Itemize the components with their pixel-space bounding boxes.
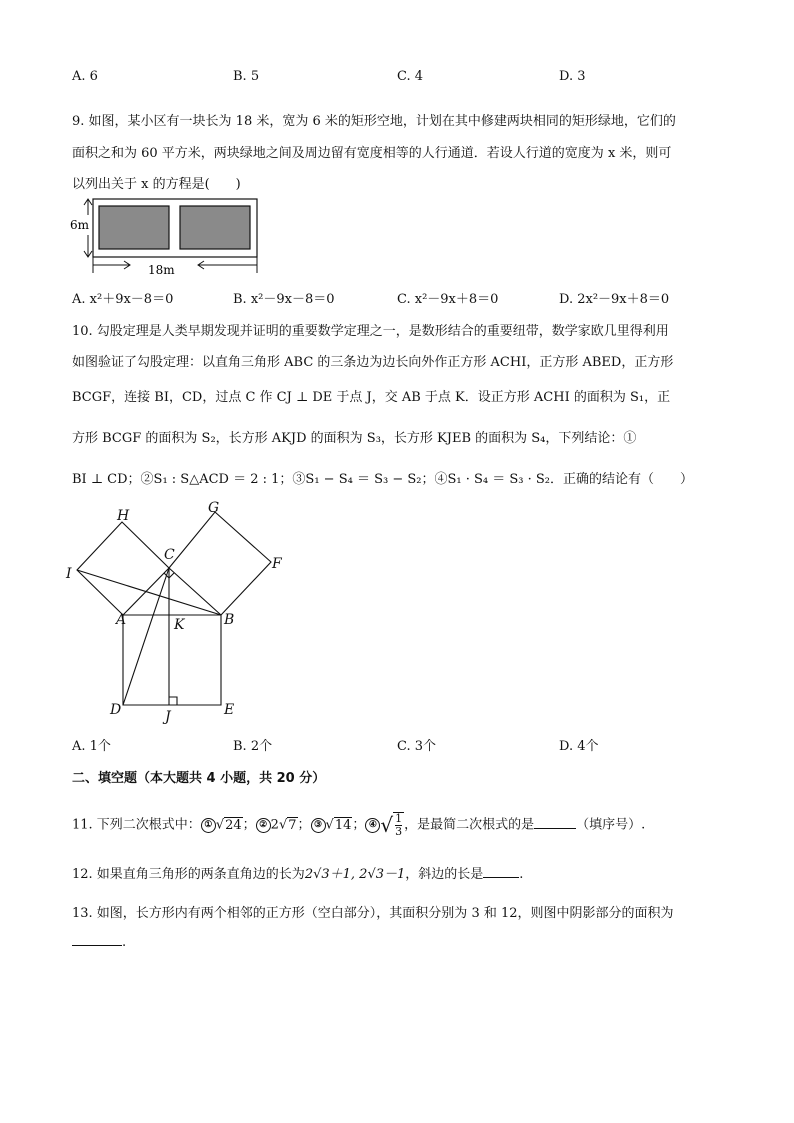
q9-text-line1: 9. 如图，某小区有一块长为 18 米，宽为 6 米的矩形空地，计划在其中修建两块相同的矩形绿地，它们的 [72,114,676,129]
q10-text-line1: 10. 勾股定理是人类早期发现并证明的重要数学定理之一，是数形结合的重要纽带，数学家欧几里得利用 [72,324,669,339]
q10-option-a: A. 1个 [72,739,111,754]
q9-text-line3: 以列出关于 x 的方程是( ) [72,177,241,192]
q13-text-line1: 13. 如图，长方形内有两个相邻的正方形（空白部分），其面积分别为 3 和 12，则图中阴影部分的面积为 [72,906,674,921]
q9-lawn-left [99,206,169,249]
q11-item1-radicand: 24 [225,817,242,833]
q12-expression: 2√3＋1, 2√3－1 [304,867,406,882]
q11-item3-radicand: 14 [334,817,352,833]
q11-text: 11. 下列二次根式中： ① √24； ② 2√7； ③ √14； ④ √ $\frac{1}{3}$ ，是最简二次根式的是 （填序号）. [72,812,646,838]
q9-option-a: A. x²＋9x－8＝0 [72,292,174,307]
q10-label-g: G [208,500,220,516]
q10-label-f: F [272,556,282,572]
q11-item4-numerator: 1 [395,812,403,825]
q10-text-line5: BI ⊥ CD；②S₁ : S△ACD ＝ 2 : 1；③S₁ − S₄ ＝ S₃ − S₂；④S₁ · S₄ ＝ S₃ · S₂．正确的结论有（ ） [72,472,693,487]
q12-text [72,863,523,882]
q8-option-b: B. 5 [233,69,260,84]
q10-text-line4: 方形 BCGF 的面积为 S₂，长方形 AKJD 的面积为 S₃，长方形 KJEB 的面积为 S₄，下列结论：① [72,431,637,446]
q10-figure [64,495,304,727]
q10-label-e: E [224,702,235,718]
q10-label-b: B [224,612,235,628]
q11-answer-blank[interactable] [534,816,576,829]
q10-label-i: I [66,566,72,582]
q12-answer-blank[interactable] [483,865,519,878]
q10-option-b: B. 2个 [233,739,273,754]
q9-label-width: 18m [148,263,175,277]
q11-item2-marker: ② [256,818,271,833]
q10-label-a: A [116,612,127,628]
q9-option-d: D. 2x²－9x＋8＝0 [559,292,670,307]
q10-line-cd [123,568,169,705]
q13-text-line2 [72,933,126,950]
q11-item1-marker: ① [201,818,216,833]
q10-label-c: C [164,547,175,563]
q10-right-angle-j [169,697,177,705]
q11-suffix: ，是最简二次根式的是 [404,817,535,833]
q9-text-line2: 面积之和为 60 平方米，两块绿地之间及周边留有宽度相等的人行通道．若设人行道的宽度为 x 米，则可 [72,146,672,161]
q9-option-c: C. x²－9x＋8＝0 [397,292,499,307]
q11-prefix: 11. 下列二次根式中： [72,817,201,833]
q10-label-h: H [117,508,130,524]
q12-suffix: ，斜边的长是 [405,867,484,882]
q8-option-d: D. 3 [559,69,586,84]
q8-option-a: A. 6 [72,69,98,84]
q10-square-achi [77,522,169,615]
q9-option-b: B. x²－9x－8＝0 [233,292,335,307]
q12-tail: . [519,867,524,882]
section-title-fill-in: 二、填空题（本大题共 4 小题，共 20 分） [72,771,326,786]
q10-square-bcgf [169,512,271,615]
q11-item4-marker: ④ [365,818,380,833]
q13-tail: . [122,935,127,950]
q10-label-k: K [174,617,185,633]
q11-item3-marker: ③ [311,818,326,833]
q11-item2-radicand: 7 [288,817,297,833]
q10-text-line2: 如图验证了勾股定理：以直角三角形 ABC 的三条边为边长向外作正方形 ACHI，正方形 ABED，正方形 [72,355,674,370]
q9-figure [68,195,268,281]
q10-text-line3: BCGF，连接 BI，CD，过点 C 作 CJ ⊥ DE 于点 J，交 AB 于点 K．设正方形 ACHI 的面积为 S₁，正 [72,390,671,405]
q10-option-d: D. 4个 [559,739,599,754]
q10-label-d: D [110,702,122,718]
q10-line-bi [77,570,221,615]
q10-label-j: J [165,709,171,725]
q11-item2-coef: 2 [270,817,279,833]
q11-item4-denominator: 3 [395,825,403,838]
q9-lawn-right [180,206,250,249]
q13-answer-blank[interactable] [72,933,122,946]
q10-option-c: C. 3个 [397,739,437,754]
q12-prefix: 12. 如果直角三角形的两条直角边的长为 [72,867,305,882]
q9-label-height: 6m [70,218,90,232]
q8-option-c: C. 4 [397,69,424,84]
q11-tail: （填序号）. [576,817,646,833]
